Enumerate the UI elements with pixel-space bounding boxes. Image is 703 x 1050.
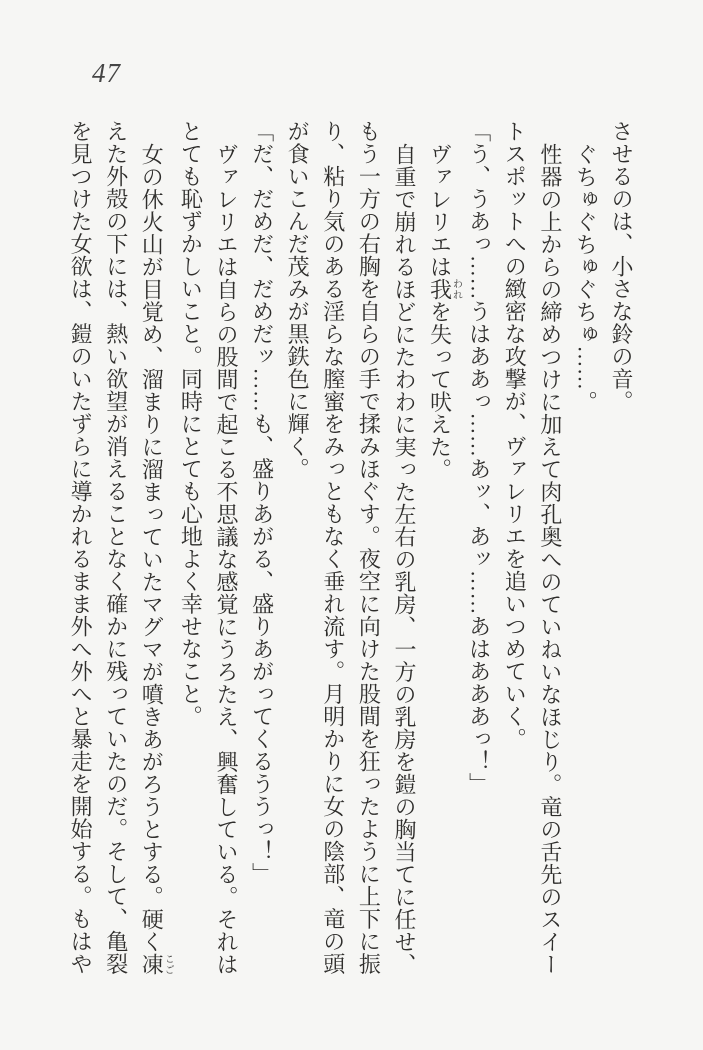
text-run: 女の休火山が目覚め、溜まりに溜まっていたマグマが噴きあがろうとする。硬く bbox=[139, 142, 165, 953]
text-line bbox=[134, 120, 173, 978]
text-line bbox=[351, 120, 387, 978]
text-run: ぐちゅぐちゅぐちゅ……。 bbox=[573, 142, 599, 413]
text-run: を失って吠えた。 bbox=[427, 300, 453, 480]
body-text bbox=[63, 120, 640, 978]
text-line bbox=[280, 120, 316, 978]
text-run: トスポットへの緻密な攻撃が、ヴァレリエを追いつめていく。 bbox=[502, 120, 528, 750]
text-line bbox=[208, 120, 244, 978]
text-line bbox=[568, 120, 604, 978]
text-run: 「だ、だめだ、だめだッ……も、盛りあがる、盛りあがってくるううっ！」 bbox=[249, 120, 275, 885]
furigana: こご bbox=[162, 952, 174, 975]
text-line bbox=[315, 120, 351, 978]
text-line bbox=[461, 120, 497, 978]
text-run: ヴァレリエは bbox=[427, 142, 453, 278]
text-run: 「う、うあっ……うはああっ……あッ、あッ……あはあああっ！」 bbox=[466, 120, 492, 795]
text-line bbox=[386, 120, 422, 978]
text-run: 自重で崩れるほどにたわわに実った左右の乳房、一方の乳房を鎧の胸当てに任せ、 bbox=[391, 142, 417, 975]
text-run: もう一方の右胸を自らの手で揉みほぐす。夜空に向けた股間を狂ったように上下に振 bbox=[356, 120, 382, 975]
text-line bbox=[173, 120, 209, 978]
text-line bbox=[422, 120, 461, 978]
page-number: 47 bbox=[92, 58, 121, 88]
text-line bbox=[98, 120, 134, 978]
text-line bbox=[532, 120, 568, 978]
text-run: 性器の上からの締めつけに加えて肉孔奥へのていねいなほじり。竜の舌先のスイー bbox=[537, 142, 563, 975]
ruby-annotated-kanji: 我われ bbox=[427, 277, 462, 300]
text-run: ヴァレリエは自らの股間で起こる不思議な感覚にうろたえ、興奮している。それは bbox=[213, 142, 239, 975]
text-line bbox=[63, 120, 99, 978]
text-run: させるのは、小さな鈴の音。 bbox=[609, 120, 634, 413]
text-line bbox=[244, 120, 280, 978]
text-run: が食いこんだ茂みが黒鉄色に輝く。 bbox=[285, 120, 311, 480]
text-line bbox=[603, 120, 639, 978]
text-run: とても恥ずかしいこと。同時にとても心地よく幸せなこと。 bbox=[178, 120, 204, 728]
text-line bbox=[497, 120, 533, 978]
text-run: り、粘り気のある淫らな膣蜜をみっともなく垂れ流す。月明かりに女の陰部、竜の頭 bbox=[320, 120, 346, 975]
furigana: われ bbox=[450, 277, 462, 300]
text-run: えた外殻の下には、熱い欲望が消えることなく確かに残っていたのだ。そして、亀裂 bbox=[103, 120, 129, 975]
text-run: を見つけた女欲は、鎧のいたずらに導かれるまま外へ外へと暴走を開始する。もはや bbox=[68, 120, 94, 975]
ruby-annotated-kanji: 凍こご bbox=[139, 952, 174, 975]
